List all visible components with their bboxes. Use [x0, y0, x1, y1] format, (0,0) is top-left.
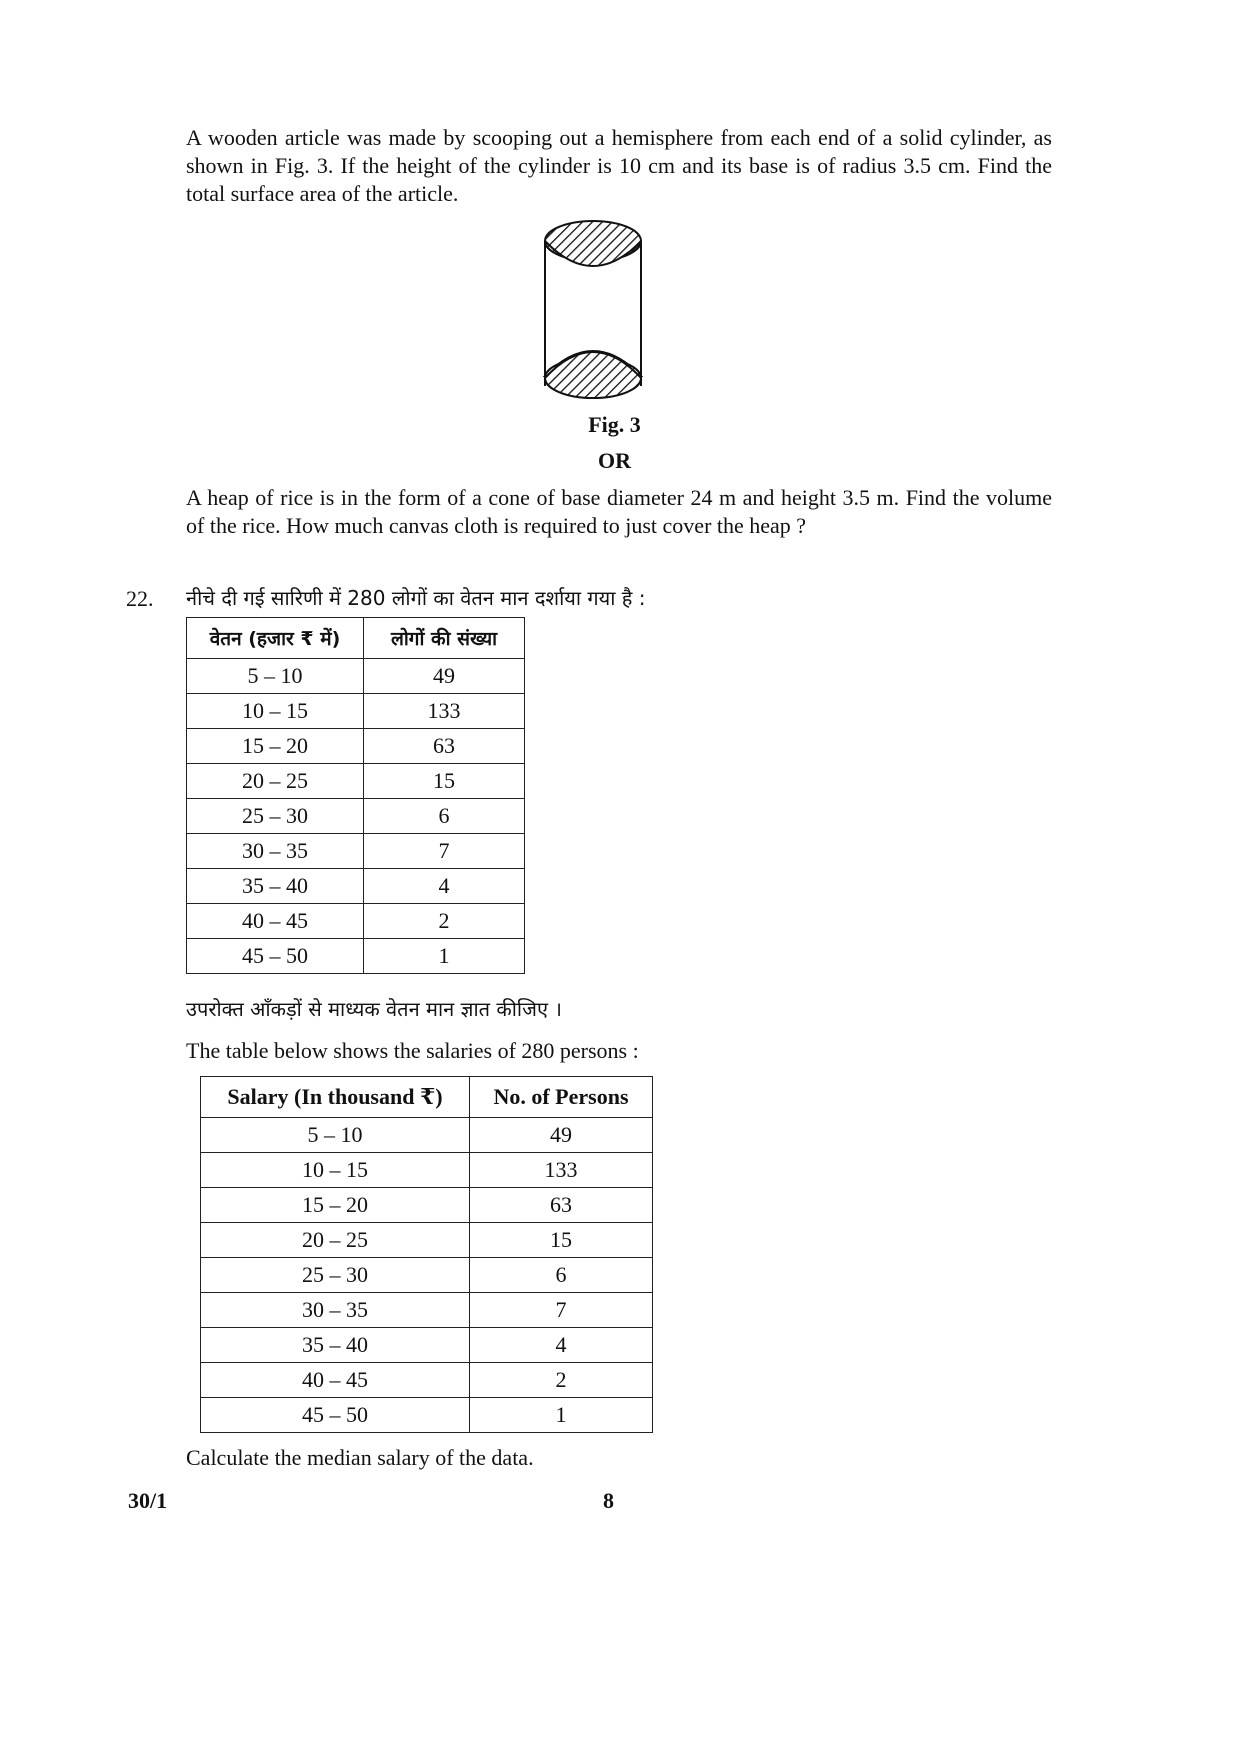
table-cell: 25 – 30 — [201, 1258, 470, 1293]
table-row — [201, 1223, 653, 1258]
table-row — [201, 1398, 653, 1433]
table-row — [187, 729, 525, 764]
paper-code: 30/1 — [128, 1488, 168, 1513]
table-row — [187, 659, 525, 694]
english-question-text: Calculate the median salary of the data. — [186, 1445, 534, 1470]
or-label: OR — [598, 448, 631, 473]
table-row — [201, 1153, 653, 1188]
table-row — [187, 869, 525, 904]
english-intro-text: The table below shows the salaries of 280 persons : — [186, 1038, 639, 1063]
table-cell: 4 — [470, 1328, 653, 1363]
table-row — [201, 1363, 653, 1398]
table-cell: 6 — [364, 799, 525, 834]
english-salary-table — [200, 1076, 653, 1433]
table-row — [187, 834, 525, 869]
table-cell: 5 – 10 — [187, 659, 364, 694]
table-cell: 20 – 25 — [201, 1223, 470, 1258]
table-cell: 4 — [364, 869, 525, 904]
table-cell: 7 — [364, 834, 525, 869]
table-cell: 63 — [364, 729, 525, 764]
table-header-salary: वेतन (हजार ₹ में) — [187, 618, 364, 659]
table-cell: 6 — [470, 1258, 653, 1293]
table-row — [187, 939, 525, 974]
table-cell: 15 — [470, 1223, 653, 1258]
cylinder-hemisphere-figure — [538, 216, 648, 411]
table-cell: 1 — [364, 939, 525, 974]
table-cell: 20 – 25 — [187, 764, 364, 799]
table-cell: 25 – 30 — [187, 799, 364, 834]
table-row — [201, 1118, 653, 1153]
question-number: 22. — [126, 586, 154, 611]
table-row — [187, 694, 525, 729]
table-header-persons: लोगों की संख्या — [364, 618, 525, 659]
hindi-intro-text: नीचे दी गई सारिणी में 280 लोगों का वेतन मान दर्शाया गया है : — [186, 586, 646, 610]
table-header-row — [201, 1077, 653, 1118]
table-cell: 15 – 20 — [201, 1188, 470, 1223]
table-cell: 40 – 45 — [187, 904, 364, 939]
table-cell: 49 — [364, 659, 525, 694]
table-row — [201, 1293, 653, 1328]
table-cell: 1 — [470, 1398, 653, 1433]
hindi-salary-table — [186, 617, 525, 974]
table-header-row — [187, 618, 525, 659]
table-cell: 49 — [470, 1118, 653, 1153]
table-row — [201, 1328, 653, 1363]
hindi-question-text: उपरोक्त आँकड़ों से माध्यक वेतन मान ज्ञात कीजिए । — [186, 997, 562, 1021]
table-cell: 10 – 15 — [201, 1153, 470, 1188]
bottom-hemisphere-top — [545, 352, 641, 378]
top-hemisphere-curve — [545, 241, 641, 266]
table-cell: 10 – 15 — [187, 694, 364, 729]
table-cell: 40 – 45 — [201, 1363, 470, 1398]
table-cell: 63 — [470, 1188, 653, 1223]
question21-text: A wooden article was made by scooping out a hemisphere from each end of a solid cylinder, as shown in Fig. 3. If the height of the cylinder is 10 cm and its base is of radius 3.5 cm. Find the total surface area of the article. — [186, 125, 1052, 206]
table-cell: 35 – 40 — [201, 1328, 470, 1363]
table-header-salary: Salary (In thousand ₹) — [201, 1077, 470, 1118]
table-cell: 35 – 40 — [187, 869, 364, 904]
table-cell: 2 — [470, 1363, 653, 1398]
table-row — [187, 799, 525, 834]
table-cell: 133 — [364, 694, 525, 729]
table-cell: 30 – 35 — [187, 834, 364, 869]
table-cell: 5 – 10 — [201, 1118, 470, 1153]
table-row — [201, 1188, 653, 1223]
question21-alternative-text: A heap of rice is in the form of a cone of base diameter 24 m and height 3.5 m. Find the volume of the rice. How much canvas cloth is required to just cover the heap ? — [186, 485, 1052, 538]
table-row — [187, 764, 525, 799]
table-row — [201, 1258, 653, 1293]
table-cell: 45 – 50 — [201, 1398, 470, 1433]
table-cell: 15 — [364, 764, 525, 799]
table-cell: 15 – 20 — [187, 729, 364, 764]
table-cell: 7 — [470, 1293, 653, 1328]
figure-caption: Fig. 3 — [588, 412, 641, 437]
table-cell: 133 — [470, 1153, 653, 1188]
table-cell: 45 – 50 — [187, 939, 364, 974]
table-cell: 30 – 35 — [201, 1293, 470, 1328]
page-number: 8 — [603, 1488, 614, 1513]
table-row — [187, 904, 525, 939]
table-header-persons: No. of Persons — [470, 1077, 653, 1118]
table-cell: 2 — [364, 904, 525, 939]
